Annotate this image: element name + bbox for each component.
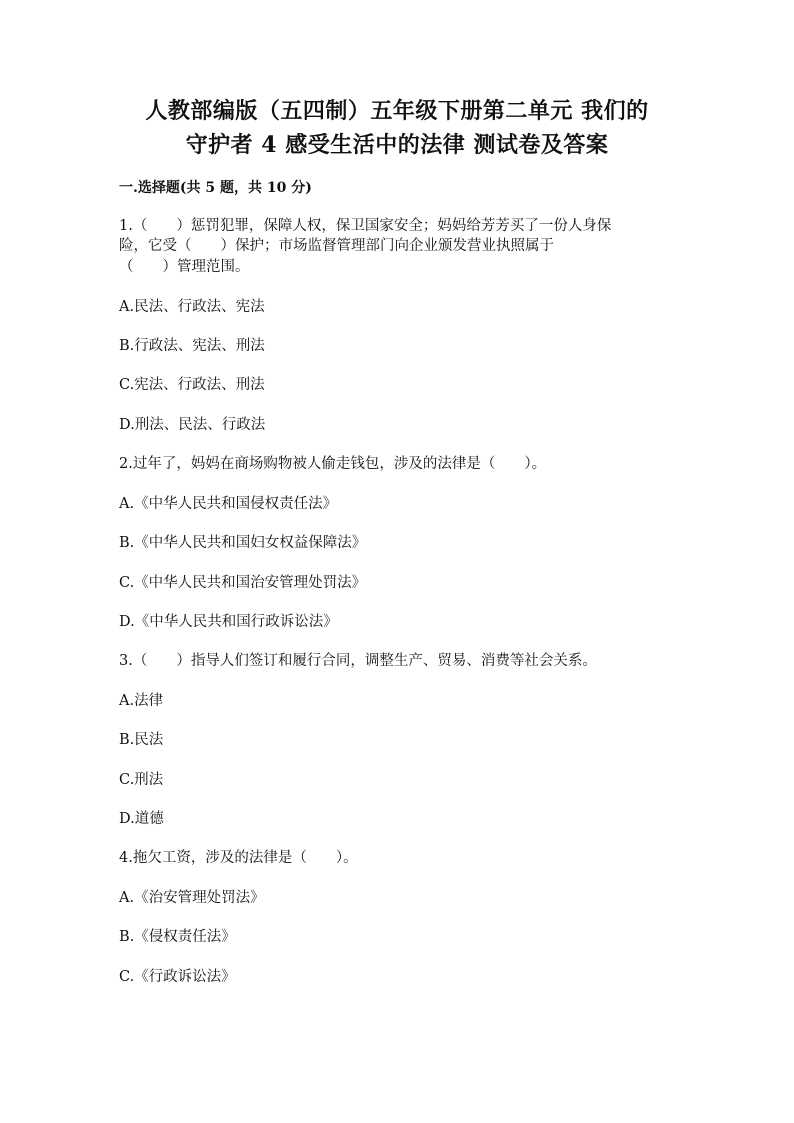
question-3-option-c: C.刑法 (119, 772, 164, 788)
question-4-option-a: A.《治安管理处罚法》 (119, 890, 265, 906)
question-3-stem: 3.（ ）指导人们签订和履行合同，调整生产、贸易、消费等社会关系。 (119, 653, 597, 669)
question-2-option-c: C.《中华人民共和国治安管理处罚法》 (119, 575, 367, 591)
question-1-stem-line-3: （ ）管理范围。 (119, 259, 250, 275)
question-3-option-d: D.道德 (119, 811, 164, 827)
section-heading: 一.选择题(共 5 题，共 10 分) (119, 180, 312, 196)
document-title-line-2: 守护者 4 感受生活中的法律 测试卷及答案 (185, 132, 609, 158)
question-1-option-c: C.宪法、行政法、刑法 (119, 377, 265, 393)
question-4-stem: 4.拖欠工资，涉及的法律是（ ）。 (119, 850, 358, 866)
question-2-option-d: D.《中华人民共和国行政诉讼法》 (119, 614, 338, 630)
question-1-option-a: A.民法、行政法、宪法 (119, 299, 265, 315)
question-2-stem: 2.过年了，妈妈在商场购物被人偷走钱包，涉及的法律是（ ）。 (119, 456, 547, 472)
question-1-stem-line-2: 险，它受（ ）保护；市场监督管理部门向企业颁发营业执照属于 (119, 238, 554, 254)
question-1-stem-line-1: 1.（ ）惩罚犯罪，保障人权，保卫国家安全；妈妈给芳芳买了一份人身保 (119, 218, 612, 234)
question-2-option-b: B.《中华人民共和国妇女权益保障法》 (119, 535, 367, 551)
question-1-option-b: B.行政法、宪法、刑法 (119, 338, 265, 354)
question-3-option-a: A.法律 (119, 693, 164, 709)
question-2-option-a: A.《中华人民共和国侵权责任法》 (119, 496, 338, 512)
question-4-option-c: C.《行政诉讼法》 (119, 969, 236, 985)
question-1-option-d: D.刑法、民法、行政法 (119, 417, 266, 433)
document-title-line-1: 人教部编版（五四制）五年级下册第二单元 我们的 (145, 98, 649, 124)
question-3-option-b: B.民法 (119, 732, 164, 748)
question-4-option-b: B.《侵权责任法》 (119, 929, 236, 945)
